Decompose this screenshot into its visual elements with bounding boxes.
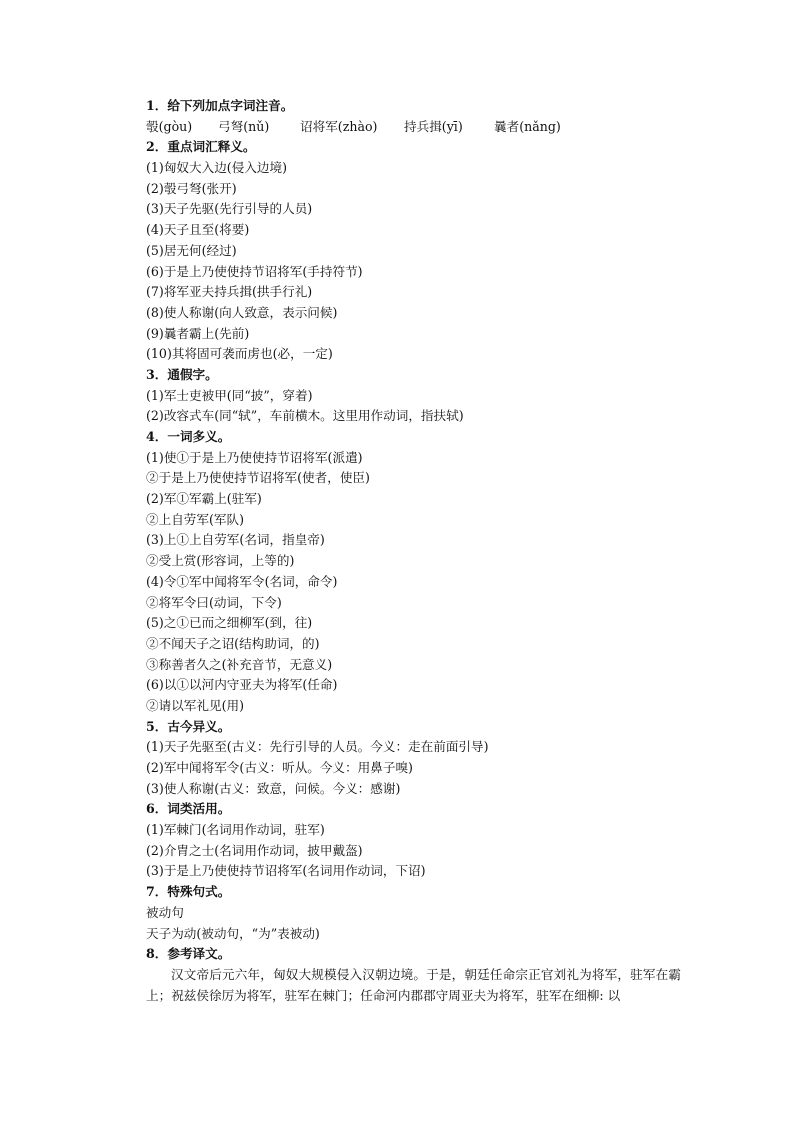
vocab-line: (7)将军亚夫持兵揖(拱手行礼) [146, 284, 313, 300]
section-8-title: 8．参考译文。 [146, 946, 231, 962]
vocab-line: (5)居无何(经过) [146, 242, 237, 258]
polysemy-line: ②上自劳军(军队) [146, 511, 244, 527]
section-5-title: 5．古今异义。 [146, 718, 231, 734]
ancient-modern-line: (2)军中闻将军令(古义：听从。今义：用鼻子嗅) [146, 760, 413, 775]
tongjia-line: (1)军士吏被甲(同“披”，穿着) [146, 387, 313, 403]
section-1-title: 1．给下列加点字词注音。 [146, 98, 294, 113]
translation-paragraph: 汉文帝后元六年，匈奴大规模侵入汉朝边境。于是，朝廷任命宗正官刘礼为将军，驻军在霸上；祝兹侯徐厉为将军，驻军在棘门；任命河内郡郡守周亚夫为将军，驻军在细柳: 以 [146, 966, 681, 1003]
document-page [146, 96, 686, 1006]
vocab-line: (4)天子且至(将要) [146, 222, 250, 238]
pinyin-item: 曩者(nǎng) [494, 118, 561, 134]
section-6-title: 6．词类活用。 [146, 801, 231, 817]
sentence-pattern-line: 被动句 [146, 904, 184, 920]
word-class-line: (1)军棘门(名词用作动词，驻军) [146, 822, 325, 838]
polysemy-line: (6)以①以河内守亚夫为将军(任命) [146, 677, 338, 693]
word-class-line: (2)介胄之士(名词用作动词，披甲戴盔) [146, 842, 363, 858]
sentence-pattern-line: 天子为动(被动句，“为”表被动) [146, 925, 320, 941]
polysemy-line: ③称善者久之(补充音节，无意义) [146, 656, 333, 672]
polysemy-line: (4)令①军中闻将军令(名词，命令) [146, 573, 338, 589]
polysemy-line: ②将军令曰(动词，下令) [146, 594, 282, 610]
pinyin-item: 弓弩(nǔ) [218, 118, 270, 134]
word-class-line: (3)于是上乃使使持节诏将军(名词用作动词，下诏) [146, 863, 426, 879]
vocab-line: (3)天子先驱(先行引导的人员) [146, 201, 313, 217]
polysemy-line: (3)上①上自劳军(名词，指皇帝) [146, 532, 325, 548]
vocab-line: (6)于是上乃使使持节诏将军(手持符节) [146, 263, 363, 279]
polysemy-line: (1)使①于是上乃使使持节诏将军(派遣) [146, 449, 363, 465]
polysemy-line: ②不闻天子之诏(结构助词，的) [146, 635, 320, 651]
section-2-title: 2．重点词汇释义。 [146, 139, 256, 155]
vocab-line: (2)彀弓弩(张开) [146, 180, 237, 196]
section-7-title: 7．特殊句式。 [146, 884, 231, 900]
polysemy-line: ②受上赏(形容词，上等的) [146, 553, 295, 569]
polysemy-line: (5)之①已而之细柳军(到，往) [146, 615, 313, 631]
vocab-line: (10)其将固可袭而虏也(必，一定) [146, 346, 333, 362]
pinyin-item: 彀(gòu) [146, 118, 193, 134]
polysemy-line: ②请以军礼见(用) [146, 697, 244, 713]
vocab-line: (8)使人称谢(向人致意，表示问候) [146, 304, 338, 320]
ancient-modern-line: (3)使人称谢(古义：致意，问候。今义：感谢) [146, 780, 401, 796]
section-3-title: 3．通假字。 [146, 366, 218, 382]
vocab-line: (9)曩者霸上(先前) [146, 325, 250, 341]
tongjia-line: (2)改容式车(同“轼”，车前横木。这里用作动词，指扶轼) [146, 408, 464, 424]
vocab-line: (1)匈奴大入边(侵入边境) [146, 160, 288, 176]
ancient-modern-line: (1)天子先驱至(古义：先行引导的人员。今义：走在前面引导) [146, 739, 489, 755]
pinyin-item: 持兵揖(yī) [404, 118, 463, 134]
polysemy-line: ②于是上乃使使持节诏将军(使者，使臣) [146, 470, 370, 486]
pinyin-row [146, 117, 686, 138]
pinyin-item: 诏将军(zhào) [300, 118, 378, 134]
section-4-title: 4．一词多义。 [146, 429, 231, 444]
polysemy-line: (2)军①军霸上(驻军) [146, 491, 262, 507]
